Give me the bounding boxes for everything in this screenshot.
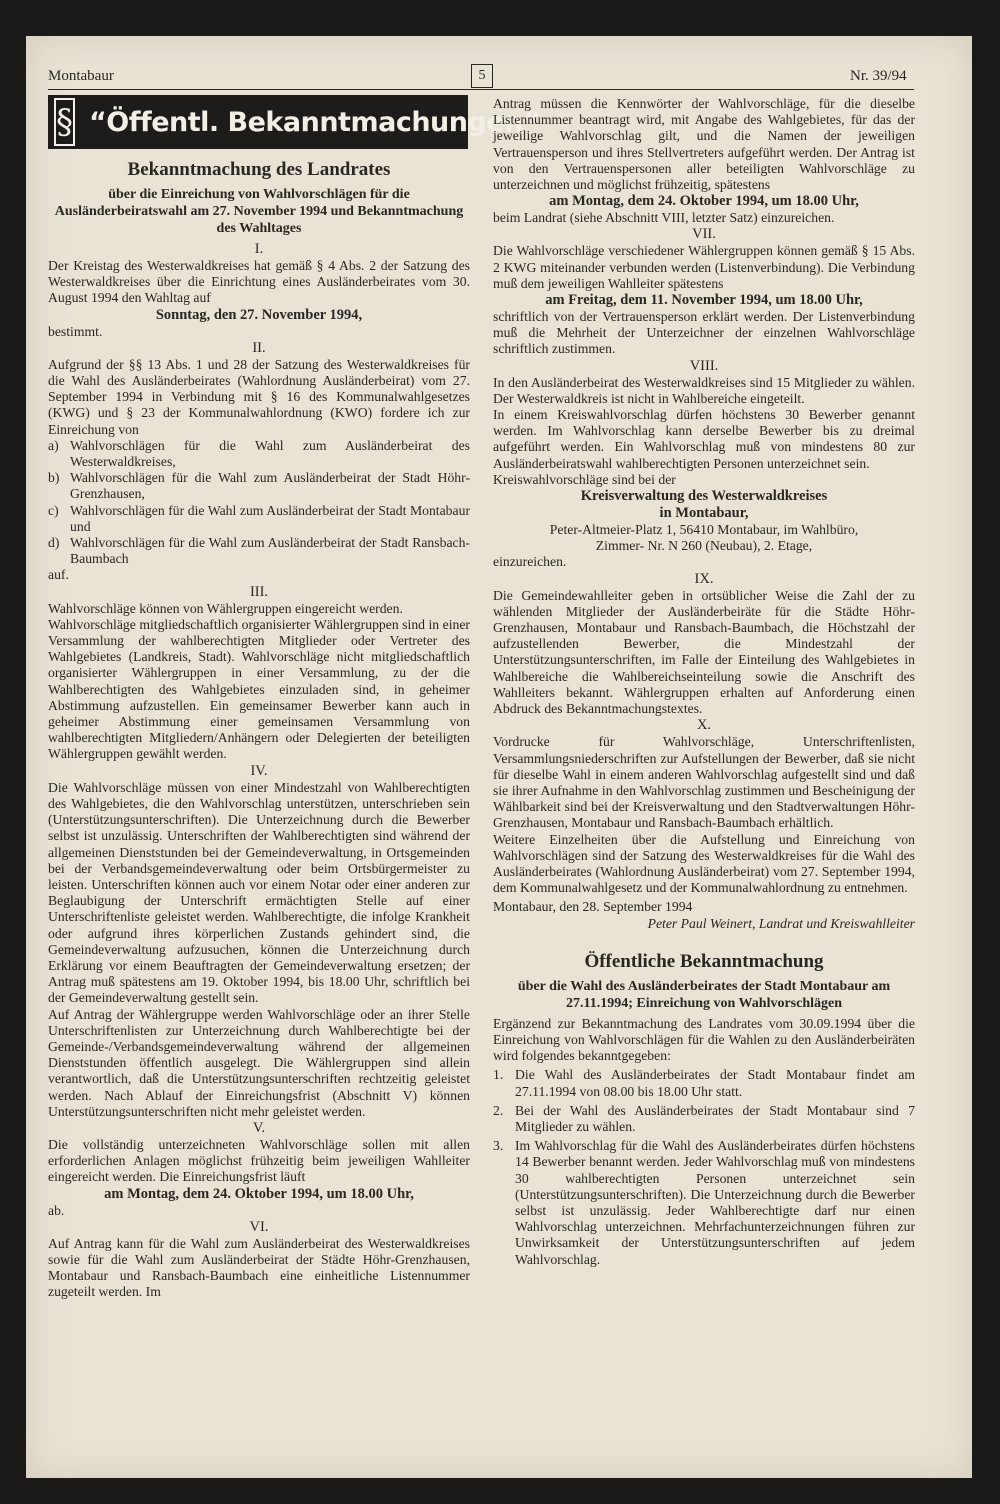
paragraph: Weitere Einzelheiten über die Aufstellung und Einreichung von Wahlvorschlägen sind der Satzung des Westerwaldkreises für die Wahl des Ausländerbeirates (Wahlordnung Ausländerbeirat) vom 27. September 1994, dem Kommunalwahlgesetz und der Kommunalwahlordnung zu entnehmen. <box>493 831 915 896</box>
paragraph: Die Gemeindewahlleiter geben in ortsüblicher Weise die Zahl der zu wählenden Mitglieder der Ausländerbeiräte für die Städte Höhr-Grenzhausen, Montabaur und Ransbach-Baumbach, die Höchstzahl der aufzustellenden Bewerber, die Mindestzahl der Unterstützungsunterschriften, im Falle der Einteilung des Wahlgebietes in Wahlbereiche die Wahlbereichseinteilung sowie die Anschrift des Wahlleiters bekannt. Wählergruppen erhalten auf Anforderung einen Abdruck des Bekanntmachungstextes. <box>493 587 915 717</box>
list-item <box>493 1067 915 1099</box>
address-line: Kreisverwaltung des Westerwaldkreises <box>580 488 828 505</box>
page-number: 5 <box>471 64 493 88</box>
section-heading: VI. <box>249 1218 269 1235</box>
deadline-date: am Freitag, dem 11. November 1994, um 18.00 Uhr, <box>545 292 863 309</box>
list-item <box>48 503 470 535</box>
list-label: d) <box>48 535 60 551</box>
paragraph: bestimmt. <box>48 323 103 339</box>
paragraph: Auf Antrag der Wählergruppe werden Wahlvorschläge oder an ihrer Stelle Unterschriftenlisten zur Unterzeichnung durch Wahlberechtigte bei der Gemeinde-/Verbandsgemeindeverwaltung während der allgemeinen Dienststunden öffentlich ausgelegt. Die Wählergruppen sind allein verantwortlich, daß die Unterstützungsunterschriften rechtzeitig geleistet werden. Nach Ablauf der Einreichungsfrist (Abschnitt V) können Unterstützungsunterschriften nicht mehr geleistet werden. <box>48 1006 470 1119</box>
list-item <box>493 1103 915 1135</box>
section-heading: VII. <box>692 226 716 243</box>
paragraph-icon: § <box>54 98 75 146</box>
paragraph: auf. <box>48 567 69 583</box>
list-text: Wahlvorschlägen für die Wahl zum Ausländerbeirat des Westerwaldkreises, <box>70 437 470 470</box>
address-line: Zimmer- Nr. N 260 (Neubau), 2. Etage, <box>595 538 813 554</box>
list-text: Im Wahlvorschlag für die Wahl des Ausländerbeirates dürfen höchstens 14 Bewerber benannt werden. Jeder Wahlvorschlag muß von mindestens 30 wahlberechtigten Personen unterzeichnet sein (Unterstützungsunterschriften). Die Unterzeichnung durch die Bewerber selbst ist unzulässig. Jeder Wahlberechtigte darf nur einen Wahlvorschlag unterzeichnen. Mehrfachunterzeichnungen führen zur Unwirksamkeit der Unterstützungsunterschriften auf jedem Wahlvorschlag. <box>515 1138 915 1267</box>
paragraph: Ergänzend zur Bekanntmachung des Landrates vom 30.09.1994 über die Einreichung von Wahlvorschlägen für die Wahlen zu den Ausländerbeiräten wird folgendes bekanntgegeben: <box>493 1015 915 1064</box>
paragraph: ab. <box>48 1202 65 1218</box>
header-rule <box>48 89 914 90</box>
paragraph: Die vollständig unterzeichneten Wahlvorschläge sollen mit allen erforderlichen Anlagen möglichst frühzeitig beim jeweiligen Wahlleiter eingereicht werden. Die Einreichungsfrist läuft <box>48 1136 470 1185</box>
address-line: in Montabaur, <box>659 505 749 522</box>
section-banner <box>48 95 541 149</box>
nomination-list <box>48 438 470 568</box>
place-date: Montabaur, den 28. September 1994 <box>493 899 693 915</box>
list-item <box>48 438 470 470</box>
section-heading: IX. <box>694 570 714 587</box>
notice-subtitle: über die Einreichung von Wahlvorschlägen für die Ausländerbeiratswahl am 27. November 1994 und Bekanntmachung des Wahltages <box>54 187 464 236</box>
notice-subtitle: über die Wahl des Ausländerbeirates der Stadt Montabaur am 27.11.1994; Einreichung von Wahlvorschlägen <box>517 978 891 1011</box>
paragraph: schriftlich von der Vertrauensperson erklärt werden. Der Listenverbindung muß die Mehrheit der Unterzeichner der einzelnen Wahlvorschläge schriftlich zustimmen. <box>493 309 915 357</box>
paragraph: Antrag müssen die Kennwörter der Wahlvorschläge, für die dieselbe Listennummer beantragt wird, mit Angabe des Wahlgebietes, für das der jeweilige Wahlvorschlag gilt, und die Namen der jeweiligen Vertrauensperson und ihres Stellvertreters aufgeführt werden. Der Antrag ist von den Vertrauenspersonen aller beteiligten Wahlvorschläge zu unterzeichnen und möglichst frühzeitig, spätestens <box>493 96 915 193</box>
list-text: Wahlvorschlägen für die Wahl zum Ausländerbeirat der Stadt Ransbach-Baumbach <box>70 535 470 567</box>
section-heading: III. <box>249 583 269 600</box>
list-item <box>493 1138 915 1268</box>
list-label: 3. <box>493 1138 504 1154</box>
header-town: Montabaur <box>48 68 114 84</box>
list-item <box>48 470 470 502</box>
paragraph: Vordrucke für Wahlvorschläge, Unterschriftenlisten, Versammlungsniederschriften zur Aufstellungen der Bewerber, daß sie nicht für dieselbe Wahl in einem anderen Wahlvorschlag aufgestellt sind und daß sie ihrer Aufnahme in den Wahlvorschlag zustimmen und Bescheinigung der Wählbarkeit sind bei der Kreisverwaltung und den Stadtverwaltungen Höhr-Grenzhausen, Montabaur und Ransbach-Baumbach erhältlich. <box>493 734 915 831</box>
list-label: 2. <box>493 1102 504 1118</box>
paragraph: beim Landrat (siehe Abschnitt VIII, letzter Satz) einzureichen. <box>493 210 835 226</box>
section-title: “Öffentl. Bekanntmachungen” <box>89 106 541 138</box>
section-heading: VIII. <box>689 357 719 374</box>
list-label: 1. <box>493 1067 504 1083</box>
list-text: Wahlvorschlägen für die Wahl zum Ausländerbeirat der Stadt Montabaur und <box>70 502 470 534</box>
paragraph: In einem Kreiswahlvorschlag dürfen höchstens 30 Bewerber genannt werden. Im Wahlvorschlag kann derselbe Bewerber bis zu dreimal aufgeführt werden. Ein Wahlvorschlag muß von mindestens 80 zur Ausländerbeiratswahl wahlberechtigten Personen unterzeichnet sein. <box>493 407 915 471</box>
list-item <box>48 535 470 567</box>
list-text: Bei der Wahl des Ausländerbeirates der Stadt Montabaur sind 7 Mitglieder zu wählen. <box>515 1102 915 1134</box>
section-heading: IV. <box>250 762 268 779</box>
list-label: a) <box>48 437 59 453</box>
numbered-list <box>493 1067 915 1267</box>
left-column <box>48 152 470 1301</box>
deadline-date: am Montag, dem 24. Oktober 1994, um 18.00 Uhr, <box>549 193 859 210</box>
deadline-date: am Montag, dem 24. Oktober 1994, um 18.00 Uhr, <box>104 1185 414 1202</box>
list-label: c) <box>48 502 59 518</box>
paragraph: Aufgrund der §§ 13 Abs. 1 und 28 der Satzung des Westerwaldkreises für die Wahl des Ausländerbeirates (Wahlordnung Ausländerbeirat) vom 27. September 1994 in Verbindung mit § 16 des Kommunalwahlgesetzes (KWG) und § 23 der Kommunalwahlordnung (KWO) fordere ich zur Einreichung von <box>48 356 470 437</box>
election-date: Sonntag, den 27. November 1994, <box>155 306 363 323</box>
paragraph: Kreiswahlvorschläge sind bei der <box>493 471 676 487</box>
address-line: Peter-Altmeier-Platz 1, 56410 Montabaur, im Wahlbüro, <box>549 522 859 538</box>
issue-number: Nr. 39/94 <box>850 68 907 84</box>
list-label: b) <box>48 470 60 486</box>
right-column <box>493 96 915 1268</box>
section-heading: II. <box>252 339 266 356</box>
signature: Peter Paul Weinert, Landrat und Kreiswahlleiter <box>647 915 915 931</box>
paragraph: Die Wahlvorschläge müssen von einer Mindestzahl von Wahlberechtigten des Wahlgebietes, die den Wahlvorschlag unterstützen, unterschrieben sein (Unterstützungsunterschriften). Die Unterzeichnung durch die Bewerber selbst ist unzulässig. Unterschriften der Wahlberechtigten sind während der allgemeinen Dienststunden bei der Gemeindeverwaltung, in Ortsgemeinden bei der Verbandsgemeindeverwaltung oder beim Ortsbürgermeister zu leisten. Unterschriften können auch vor einem Notar oder einer anderen zur Beglaubigung der Unterschrift ermächtigten Stelle auf einer Unterschriftenliste geleistet werden. Wahlberechtigte, die infolge Krankheit oder aufgrund ihres körperlichen Zustands gehindert sind, die Gemeindeverwaltung aufzusuchen, können die Unterzeichnung durch Erklärung vor einem Beauftragten der Gemeindeverwaltung ersetzen; der Antrag muß spätestens am 19. Oktober 1994, bis 18.00 Uhr, schriftlich bei der Gemeindeverwaltung gestellt sein. <box>48 779 470 1006</box>
list-text: Die Wahl des Ausländerbeirates der Stadt Montabaur findet am 27.11.1994 von 08.00 bis 18.00 Uhr statt. <box>515 1067 915 1099</box>
notice-title: Öffentliche Bekanntmachung <box>584 950 824 972</box>
section-heading: X. <box>696 717 712 734</box>
paragraph: Die Wahlvorschläge verschiedener Wählergruppen können gemäß § 15 Abs. 2 KWG miteinander verbunden werden (Listenverbindung). Die Verbindung muß dem jeweiligen Wahlleiter spätestens <box>493 243 915 291</box>
section-heading: I. <box>254 241 264 257</box>
paragraph: Auf Antrag kann für die Wahl zum Ausländerbeirat des Westerwaldkreises sowie für die Wahl zum Ausländerbeirat der Städte Höhr-Grenzhausen, Montabaur und Ransbach-Baumbach eine einheitliche Listennummer zugeteilt werden. Im <box>48 1235 470 1300</box>
paragraph: Wahlvorschläge können von Wählergruppen eingereicht werden. <box>48 600 403 616</box>
paragraph: Wahlvorschläge mitgliedschaftlich organisierter Wählergruppen sind in einer Versammlung der wahlberechtigten Mitglieder oder Vertreter des Wahlgebietes (Landkreis, Stadt). Wahlvorschläge nicht mitgliedschaftlich organisierter Wählergruppen in einer Versammlung, zu der die Wahlberechtigten des Wahlgebietes einzuladen sind, in geheimer Abstimmung aufzustellen. Ein gemeinsamer Bewerber kann auch in geheimer Abstimmung einer gemeinsamen Versammlung von wahlberechtigten Mitgliedern/Anhängern oder Delegierten der beteiligten Wählergruppen gewählt werden. <box>48 616 470 762</box>
paragraph: einzureichen. <box>493 554 567 570</box>
section-heading: V. <box>252 1119 266 1136</box>
paragraph: Der Kreistag des Westerwaldkreises hat gemäß § 4 Abs. 2 der Satzung des Westerwaldkreises über die Einrichtung eines Ausländerbeirates vom 30. August 1994 den Wahltag auf <box>48 258 470 306</box>
list-text: Wahlvorschlägen für die Wahl zum Ausländerbeirat der Stadt Höhr-Grenzhausen, <box>70 470 470 502</box>
paragraph: In den Ausländerbeirat des Westerwaldkreises sind 15 Mitglieder zu wählen. Der Westerwaldkreis ist nicht in Wahlbereiche eingeteilt. <box>493 374 915 406</box>
notice-title: Bekanntmachung des Landrates <box>127 159 391 180</box>
